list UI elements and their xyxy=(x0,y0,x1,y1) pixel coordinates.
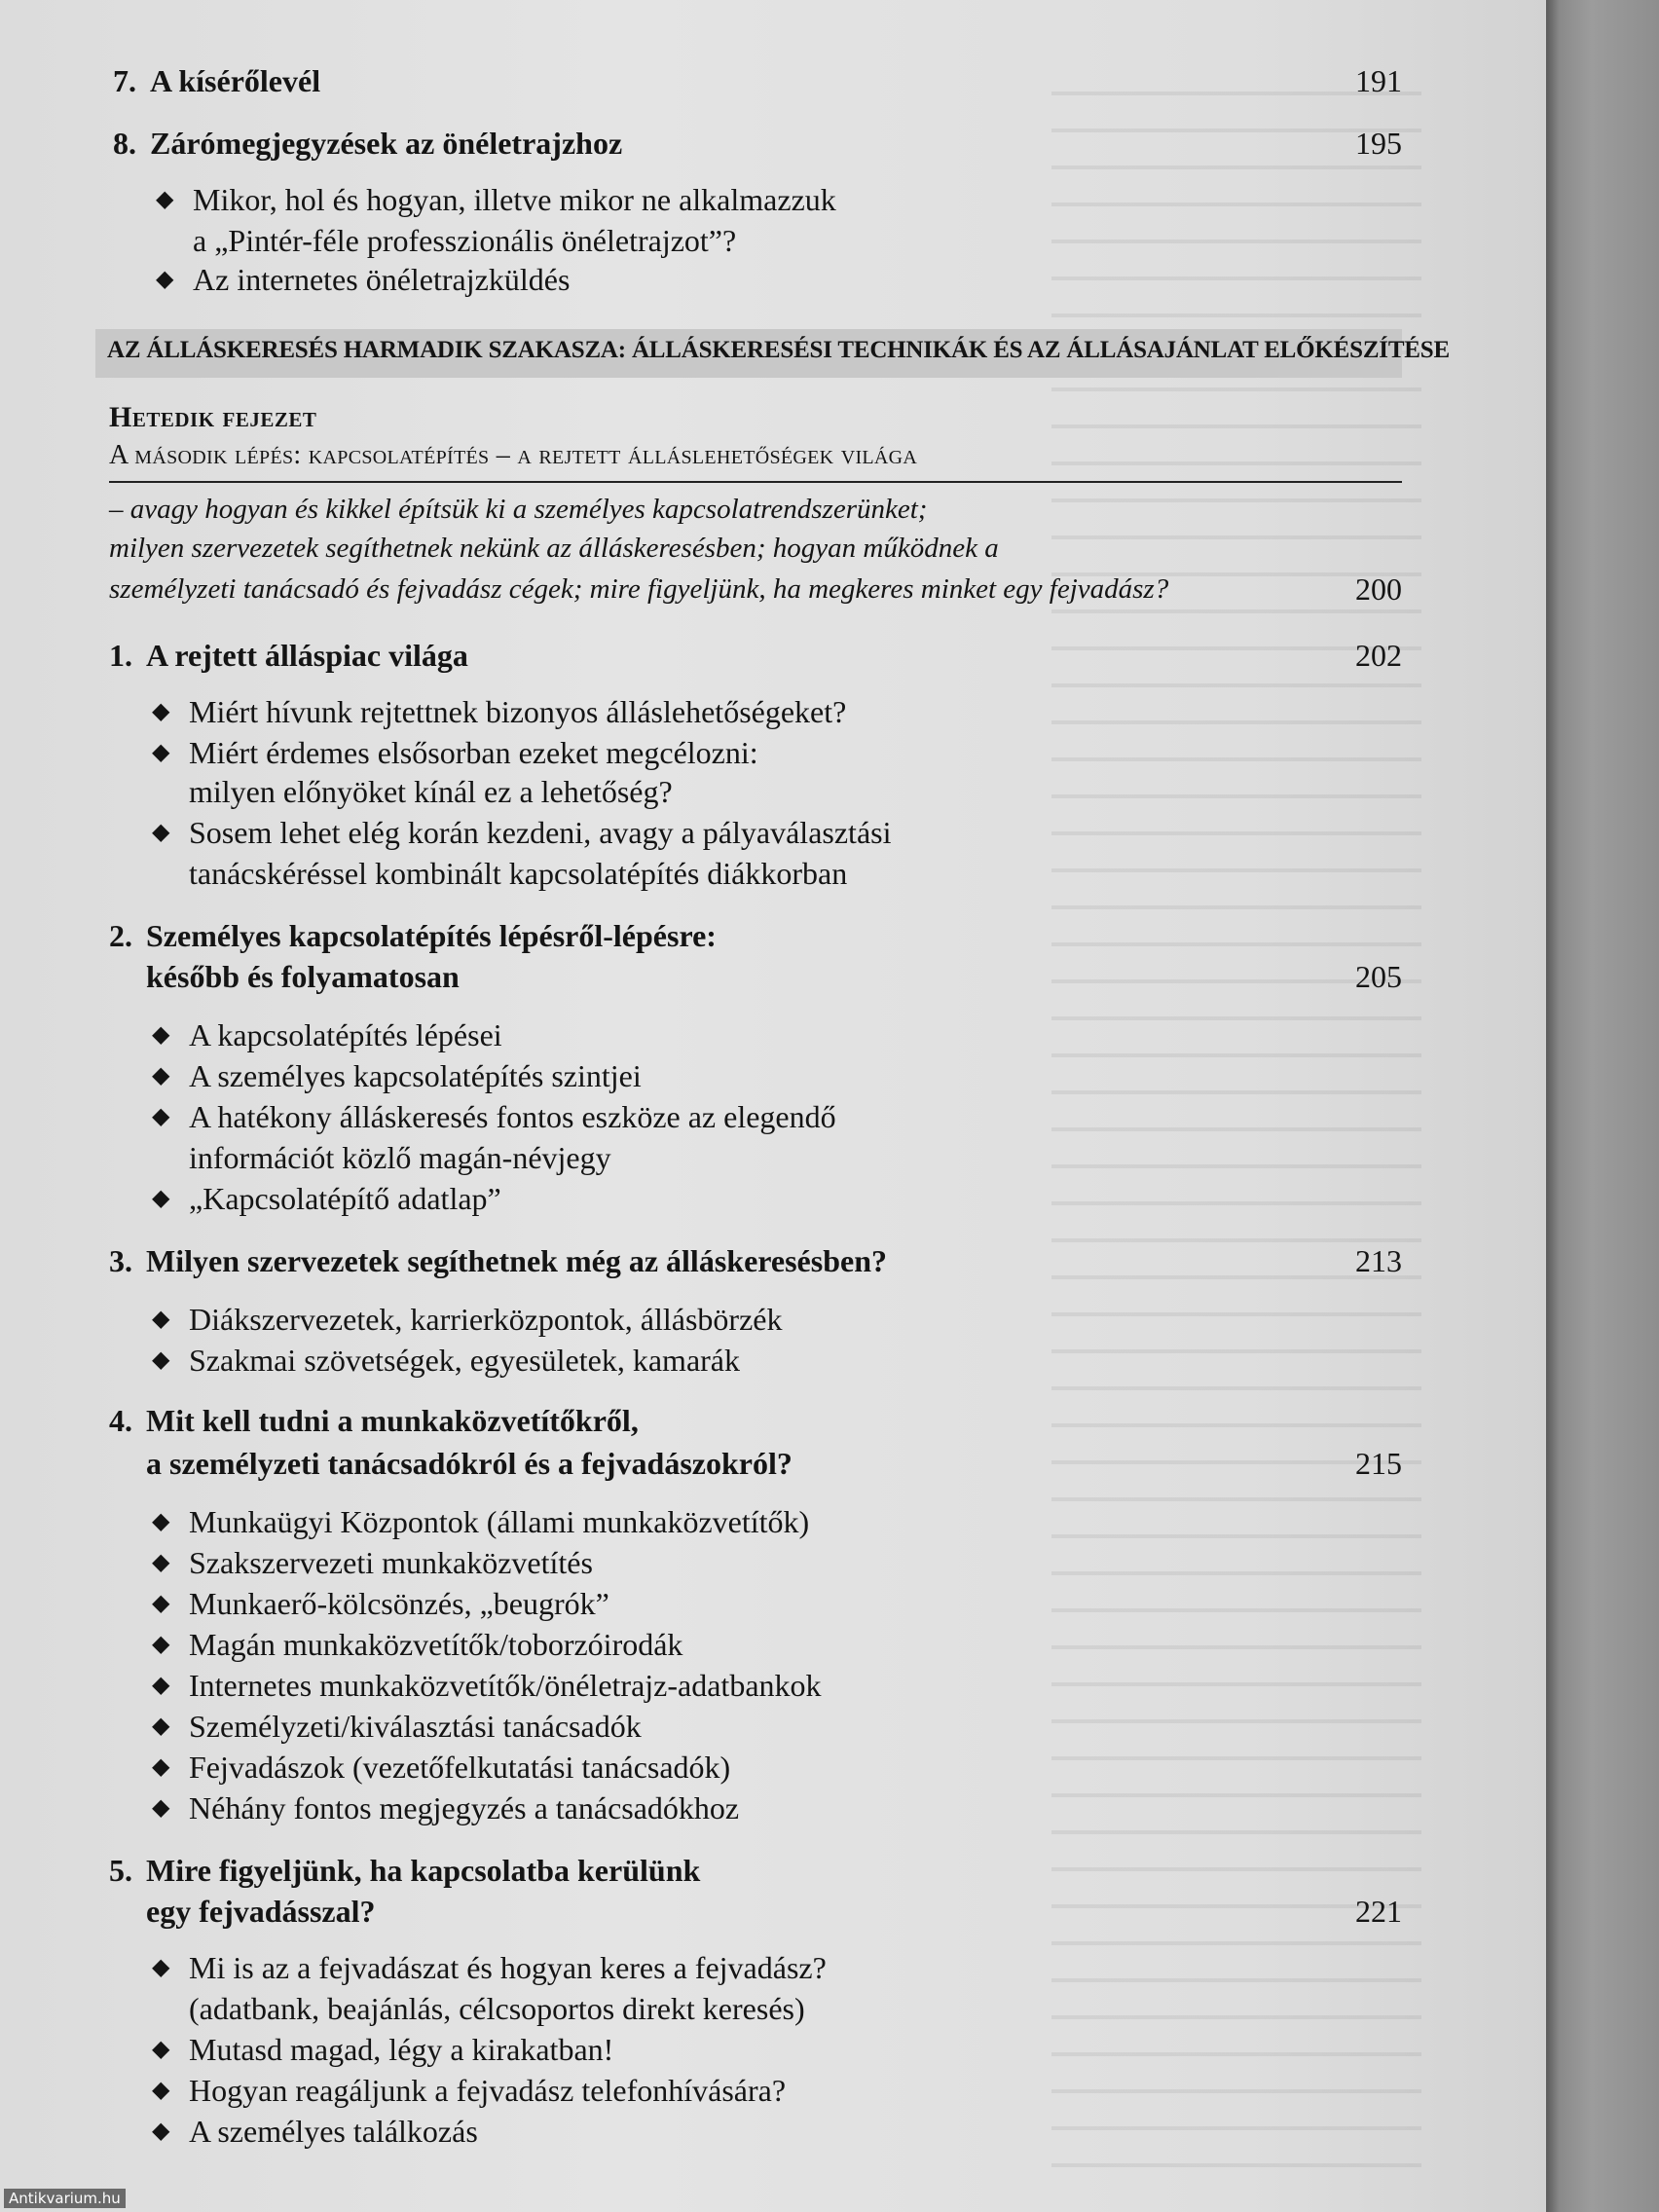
page-number: 191 xyxy=(1355,63,1402,98)
diamond-bullet-icon: ◆ xyxy=(152,1591,170,1616)
page-number: 221 xyxy=(1355,1894,1402,1929)
entry-title: A kísérőlevél xyxy=(150,63,321,98)
diamond-bullet-icon: ◆ xyxy=(152,1063,170,1088)
diamond-bullet-icon: ◆ xyxy=(156,267,174,292)
diamond-bullet-icon: ◆ xyxy=(152,1955,170,1980)
page-number: 213 xyxy=(1355,1243,1402,1278)
entry-title: Zárómegjegyzések az önéletrajzhoz xyxy=(150,126,623,161)
section-title: egy fejvadásszal? xyxy=(146,1894,376,1929)
diamond-bullet-icon: ◆ xyxy=(156,187,174,212)
diamond-bullet-icon: ◆ xyxy=(152,1022,170,1048)
page-number: 215 xyxy=(1355,1446,1402,1481)
section-title: Személyes kapcsolatépítés lépésről-lépésre: xyxy=(146,918,717,953)
chapter-intro-line: személyzeti tanácsadó és fejvadász cégek; mire figyeljünk, ha megkeres minket egy fejvadász? xyxy=(109,573,1169,605)
diamond-bullet-icon: ◆ xyxy=(152,1714,170,1739)
book-page: 7. A kísérőlevél 191 8. Zárómegjegyzések az önéletrajzhoz 195 ◆ Mikor, hol és hogyan, illetve mikor ne alkalmazzuk a „Pintér-féle professzionális önéletrajzot”? ◆ Az internetes önéletrajzküldés AZ ÁLLÁSKERESÉS HARMADIK SZAKASZA: ÁLLÁSKERESÉSI TECHNIKÁK ÉS AZ ÁLLÁSAJÁNLAT ELŐKÉSZÍTÉSE Hetedik fejezet A második lépés: kapcsolatépítés – a rejtett álláslehetőségek világa – avagy hogyan és kikkel építsük ki a személyes kapcsolatrendszerünket; milyen szervezetek segíthetnek nekünk az álláskeresésben; hogyan működnek a személyzeti tanácsadó és fejvadász cégek; mire figyeljünk, ha megkeres minket egy fejvadász? 200 1. A rejtett álláspiac világa 202 ◆ Miért hívunk rejtettnek bizonyos álláslehetőségeket? ◆ Miért érdemes elsősorban ezeket megcélozni: milyen előnyöket kínál ez a lehetőség? ◆ Sosem lehet elég korán kezdeni, avagy a pályaválasztási tanácskéréssel kombinált kapcsolatépítés diákkorban 2. Személyes kapcsolatépítés lépésről-lépésre: később és folyamatosan 205 ◆ A kapcsolatépítés lépései ◆ A személyes kapcsolatépítés szintjei ◆ A hatékony álláskeresés fontos eszköze az elegendő információt közlő magán-névjegy ◆ „Kapcsolatépítő adatlap” 3. Milyen szervezetek segíthetnek még az álláskeresésben? 213 ◆ Diákszervezetek, karrierközpontok, állásbörzék ◆ Szakmai szövetségek, egyesületek, kamarák 4. Mit kell tudni a munkaközvetítőkről, a személyzeti tanácsadókról és a fejvadászokról? 215 ◆ Munkaügyi Központok (állami munkaközvetítők) ◆ Szakszervezeti munkaközvetítés ◆ Munkaerő-kölcsönzés, „beugrók” ◆ Magán munkaközvetítők/toborzóirodák ◆ Internetes munkaközvetítők/önéletrajz-adatbankok ◆ Személyzeti/kiválasztási tanácsadók ◆ Fejvadászok (vezetőfelkutatási tanácsadók) ◆ Néhány fontos megjegyzés a tanácsadókhoz 5. Mire figyeljünk, ha kapcsolatba kerülünk egy fejvadásszal? 221 ◆ Mi is az a fejvadászat és hogyan keres a fejvadász? (adatbank, beajánlás, célcsoportos direkt keresés) ◆ Mutasd magad, légy a kirakatban! ◆ Hogyan reagáljunk a fejvadász telefonhívására? ◆ A személyes találkozás xyxy=(0,0,1553,2212)
section-title: később és folyamatosan xyxy=(146,959,460,994)
diamond-bullet-icon: ◆ xyxy=(152,2037,170,2062)
section-title: a személyzeti tanácsadókról és a fejvadászokról? xyxy=(146,1446,793,1481)
chapter-intro-line: – avagy hogyan és kikkel építsük ki a személyes kapcsolatrendszerünket; xyxy=(109,494,928,525)
diamond-bullet-icon: ◆ xyxy=(152,699,170,724)
section-title: Mit kell tudni a munkaközvetítőkről, xyxy=(146,1403,639,1438)
diamond-bullet-icon: ◆ xyxy=(152,1347,170,1373)
section-title: Mire figyeljünk, ha kapcsolatba kerülünk xyxy=(146,1853,701,1888)
diamond-bullet-icon: ◆ xyxy=(152,740,170,765)
diamond-bullet-icon: ◆ xyxy=(152,1509,170,1534)
section-band: AZ ÁLLÁSKERESÉS HARMADIK SZAKASZA: ÁLLÁSKERESÉSI TECHNIKÁK ÉS AZ ÁLLÁSAJÁNLAT ELŐKÉSZÍTÉSE xyxy=(95,329,1402,378)
watermark: Antikvarium.hu xyxy=(4,2189,126,2208)
diamond-bullet-icon: ◆ xyxy=(152,1104,170,1129)
diamond-bullet-icon: ◆ xyxy=(152,1673,170,1698)
diamond-bullet-icon: ◆ xyxy=(152,1754,170,1780)
diamond-bullet-icon: ◆ xyxy=(152,1186,170,1211)
page-number: 195 xyxy=(1355,126,1402,161)
page-number: 202 xyxy=(1355,638,1402,673)
chapter-intro-line: milyen szervezetek segíthetnek nekünk az álláskeresésben; hogyan működnek a xyxy=(109,533,999,564)
diamond-bullet-icon: ◆ xyxy=(152,1795,170,1821)
section-title: A rejtett álláspiac világa xyxy=(146,638,468,673)
diamond-bullet-icon: ◆ xyxy=(152,820,170,845)
section-title: Milyen szervezetek segíthetnek még az álláskeresésben? xyxy=(146,1243,887,1278)
page-number: 200 xyxy=(1355,571,1402,607)
diamond-bullet-icon: ◆ xyxy=(152,2119,170,2144)
chapter-subtitle: A második lépés: kapcsolatépítés – a rejtett álláslehetőségek világa xyxy=(109,440,918,470)
diamond-bullet-icon: ◆ xyxy=(152,1307,170,1332)
diamond-bullet-icon: ◆ xyxy=(152,2078,170,2103)
page-edge-shadow xyxy=(1546,0,1659,2212)
diamond-bullet-icon: ◆ xyxy=(152,1632,170,1657)
diamond-bullet-icon: ◆ xyxy=(152,1550,170,1575)
chapter-label: Hetedik fejezet xyxy=(109,401,317,433)
divider xyxy=(109,481,1402,483)
page-number: 205 xyxy=(1355,959,1402,994)
